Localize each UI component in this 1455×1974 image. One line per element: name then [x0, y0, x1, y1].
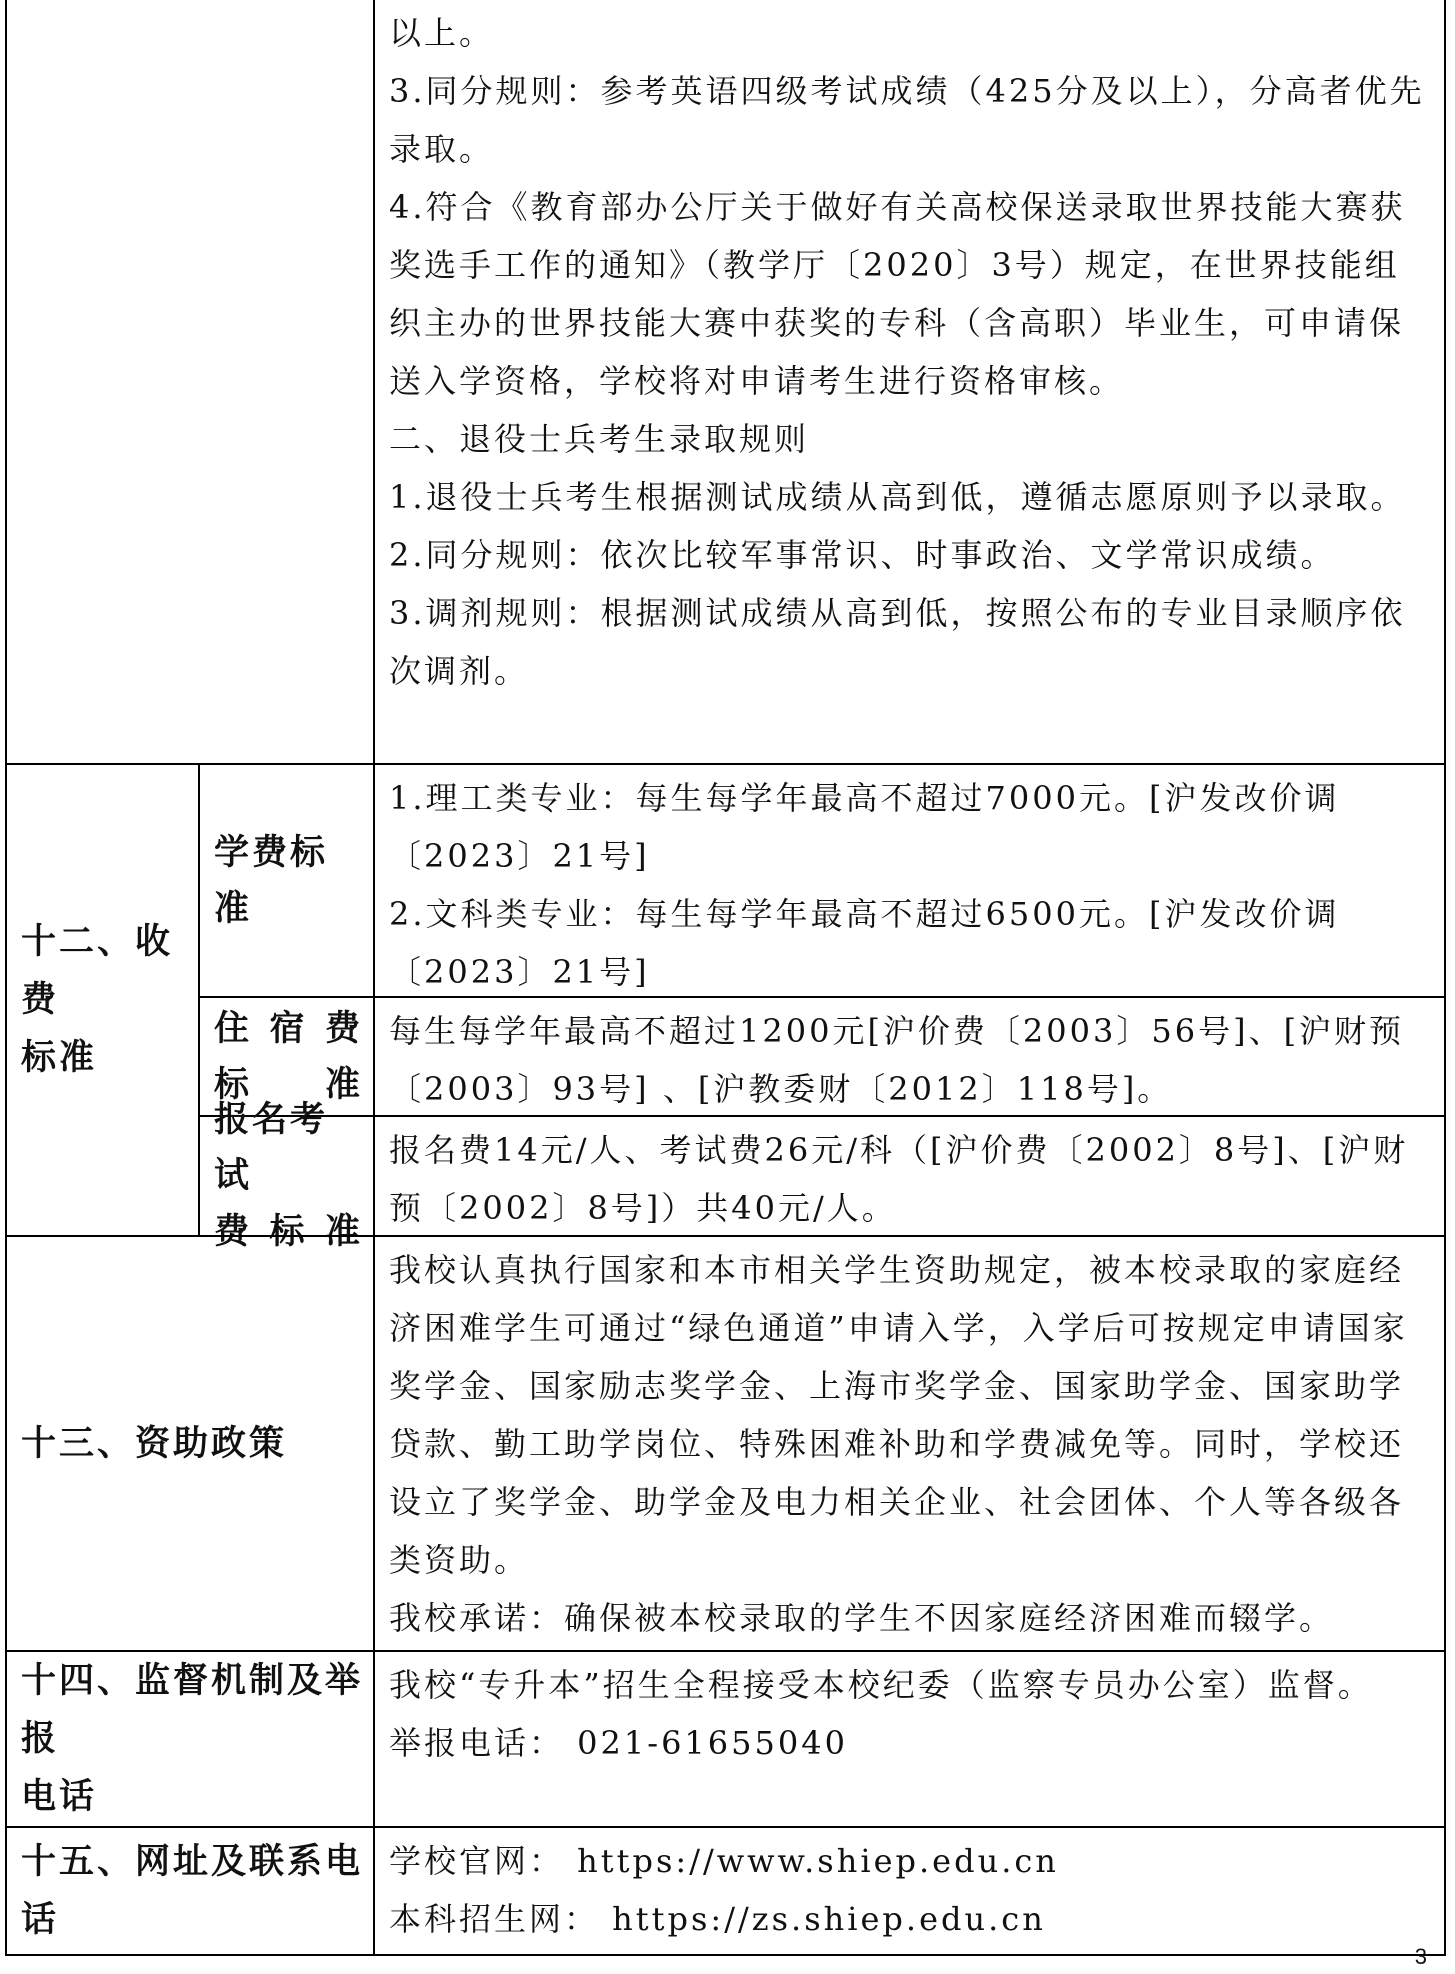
dorm-label-char: 准: [324, 1063, 363, 1105]
exam-fee-content: [373, 1115, 1446, 1235]
exam-fee-text: 报名费14元/人、考试费26元/科（[沪价费〔2002〕8号]、[沪财预〔2002〕8号]）共40元/人。: [389, 1131, 1409, 1227]
aid-section-label: [5, 1235, 373, 1650]
fees-section-label: [5, 763, 198, 1235]
fees-label-line1: 十二、收费: [21, 921, 174, 1020]
rules-line: 4.符合《教育部办公厅关于做好有关高校保送录取世界技能大赛获奖选手工作的通知》（教学厅〔2020〕3号）规定，在世界技能组织主办的世界技能大赛中获奖的专科（含高职）毕业生，可申请保送入学资格，学校将对申请考生进行资格审核。: [389, 188, 1406, 400]
exam-label-char: 准: [324, 1211, 363, 1252]
rules-line: 3.调剂规则：根据测试成绩从高到低，按照公布的专业目录顺序依次调剂。: [389, 594, 1406, 690]
dorm-label-char: 费: [324, 1007, 363, 1049]
tuition-line: 2.文科类专业：每生每学年最高不超过6500元。[沪发改价调〔2023〕21号]: [389, 895, 1340, 991]
tuition-label-text: 学费标准: [214, 831, 329, 929]
admission-rules-continuation: [373, 0, 1446, 763]
aid-line: 我校认真执行国家和本市相关学生资助规定，被本校录取的家庭经济困难学生可通过“绿色通道”申请入学，入学后可按规定申请国家奖学金、国家励志奖学金、上海市奖学金、国家助学金、国家助学贷款、勤工助学岗位、特殊困难补助和学费减免等。同时，学校还设立了奖学金、助学金及电力相关企业、社会团体、个人等各级各类资助。: [389, 1251, 1408, 1579]
fees-label-line2: 标准: [21, 1037, 98, 1078]
dorm-label-char: 标: [214, 1063, 253, 1105]
dorm-fee-content: [373, 996, 1446, 1115]
exam-label-line1: 报名考试: [214, 1099, 329, 1196]
supervision-section-label: [5, 1650, 373, 1826]
aid-line: 我校承诺：确保被本校录取的学生不因家庭经济困难而辍学。: [389, 1599, 1335, 1637]
page-number: 3: [1414, 1944, 1427, 1969]
rules-line: 3.同分规则：参考英语四级考试成绩（425分及以上），分高者优先录取。: [389, 72, 1425, 168]
school-website-link[interactable]: 学校官网： https://www.shiep.edu.cn: [389, 1842, 1059, 1880]
exam-label-char: 费: [214, 1211, 253, 1252]
supervision-label-line1: 十四、监督机制及举报: [21, 1660, 364, 1759]
dorm-label-char: 宿: [269, 1007, 308, 1049]
website-label-text: 十五、网址及联系电话: [21, 1841, 364, 1940]
rules-line: 二、退役士兵考生录取规则: [389, 420, 810, 458]
aid-label-text: 十三、资助政策: [21, 1422, 288, 1464]
website-section-label: [5, 1826, 373, 1956]
row-continuation-label: [5, 0, 373, 763]
supervision-label-line2: 电话: [21, 1776, 98, 1817]
admissions-website-link[interactable]: 本科招生网： https://zs.shiep.edu.cn: [389, 1900, 1046, 1938]
tuition-label: [198, 763, 373, 996]
dorm-fee-text: 每生每学年最高不超过1200元[沪价费〔2003〕56号]、[沪财预〔2003〕93号] 、[沪教委财〔2012〕118号]。: [389, 1012, 1405, 1108]
report-phone: 举报电话： 021-61655040: [389, 1724, 848, 1762]
rules-line: 2.同分规则：依次比较军事常识、时事政治、文学常识成绩。: [389, 536, 1336, 574]
dorm-label-char: 住: [214, 1007, 253, 1049]
rules-line: 以上。: [389, 14, 495, 52]
aid-content: [373, 1235, 1446, 1650]
exam-label-char: 标: [269, 1211, 308, 1252]
exam-fee-label: [198, 1099, 373, 1252]
website-content: [373, 1826, 1446, 1956]
supervision-content: [373, 1650, 1446, 1826]
tuition-content: [373, 763, 1446, 996]
rules-line: 1.退役士兵考生根据测试成绩从高到低，遵循志愿原则予以录取。: [389, 478, 1406, 516]
admissions-table: [5, 0, 1446, 1956]
supervision-line: 我校“专升本”招生全程接受本校纪委（监察专员办公室）监督。: [389, 1666, 1373, 1704]
tuition-line: 1.理工类专业：每生每学年最高不超过7000元。[沪发改价调〔2023〕21号]: [389, 779, 1340, 875]
